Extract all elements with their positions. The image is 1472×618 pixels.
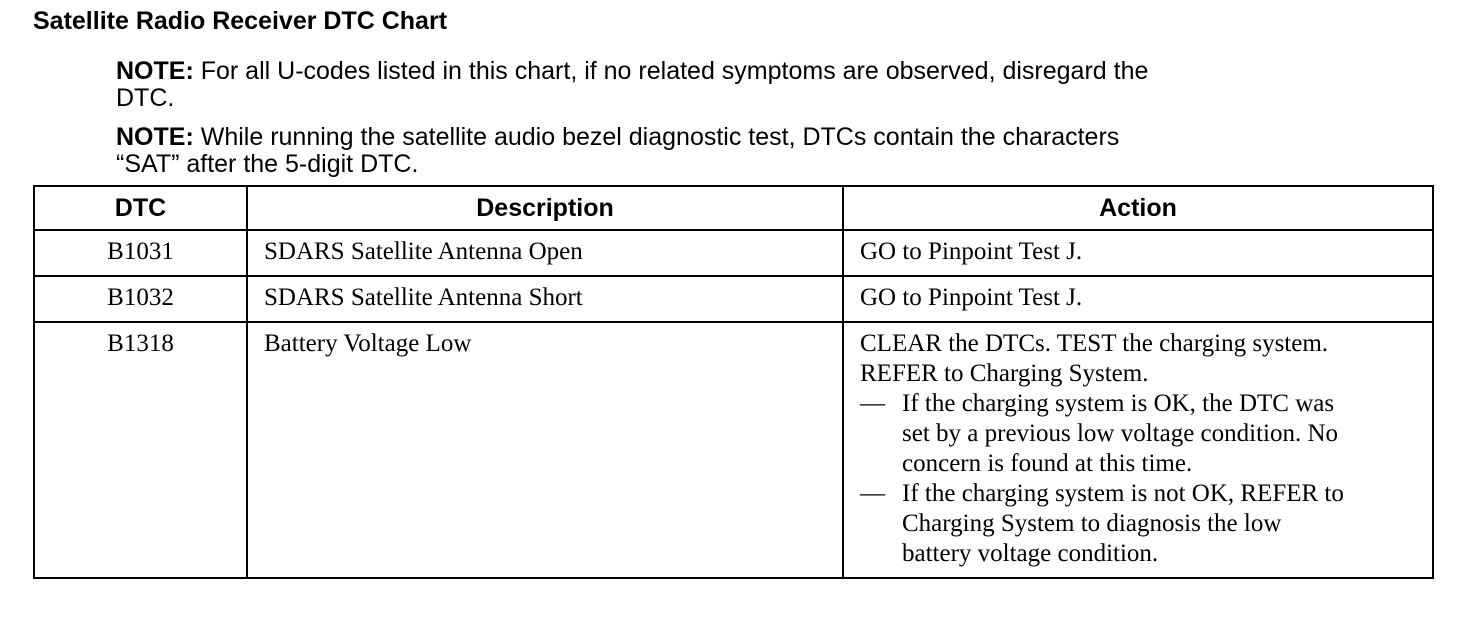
action-cell [843,276,1433,322]
dtc-code: B1032 [107,284,174,311]
note-ucodes-line1 [116,58,1316,85]
bullet-line: concern is found at this time. [902,450,1193,477]
note-label: NOTE: [116,57,194,85]
action-cell [843,322,1433,578]
em-dash: — [860,480,885,507]
dtc-description: SDARS Satellite Antenna Open [264,238,583,265]
bullet-line: If the charging system is OK, the DTC was [902,390,1335,417]
dtc-description: Battery Voltage Low [264,330,472,357]
dtc-description: SDARS Satellite Antenna Short [264,284,583,311]
bullet-line: If the charging system is not OK, REFER to [902,480,1344,507]
action-line: REFER to Charging System. [860,360,1149,387]
bullet-line: Charging System to diagnosis the low [902,510,1282,537]
note-text-cont: DTC. [116,84,175,112]
page-title: Satellite Radio Receiver DTC Chart [33,7,448,35]
dtc-code: B1031 [107,238,174,265]
note-ucodes [116,58,1316,112]
note-text: For all U-codes listed in this chart, if no related symptoms are observed, disregard the [200,57,1149,85]
table-row [34,322,1433,578]
action-cell [843,230,1433,276]
dtc-action: GO to Pinpoint Test J. [860,238,1083,265]
em-dash: — [860,390,885,417]
header-description: Description [247,186,843,230]
dtc-table [33,185,1434,579]
note-text-cont: “SAT” after the 5-digit DTC. [116,150,419,178]
note-sat-line1 [116,124,1316,151]
description-cell [247,230,843,276]
dtc-cell [34,322,247,578]
action-line: CLEAR the DTCs. TEST the charging system. [860,330,1329,357]
dtc-cell [34,276,247,322]
dtc-code: B1318 [107,330,174,357]
note-sat-suffix [116,124,1316,178]
action-bullet [860,389,1418,479]
header-dtc: DTC [34,186,247,230]
description-cell [247,276,843,322]
dtc-action [844,323,1432,575]
action-bullet [860,479,1418,569]
note-label: NOTE: [116,123,194,151]
table-header-row [34,186,1433,230]
dtc-action: GO to Pinpoint Test J. [860,284,1083,311]
header-action: Action [843,186,1433,230]
description-cell [247,322,843,578]
bullet-line: battery voltage condition. [902,540,1159,567]
dtc-cell [34,230,247,276]
note-text: While running the satellite audio bezel diagnostic test, DTCs contain the characters [200,123,1120,151]
table-row [34,230,1433,276]
table-row [34,276,1433,322]
bullet-line: set by a previous low voltage condition. No [902,420,1339,447]
